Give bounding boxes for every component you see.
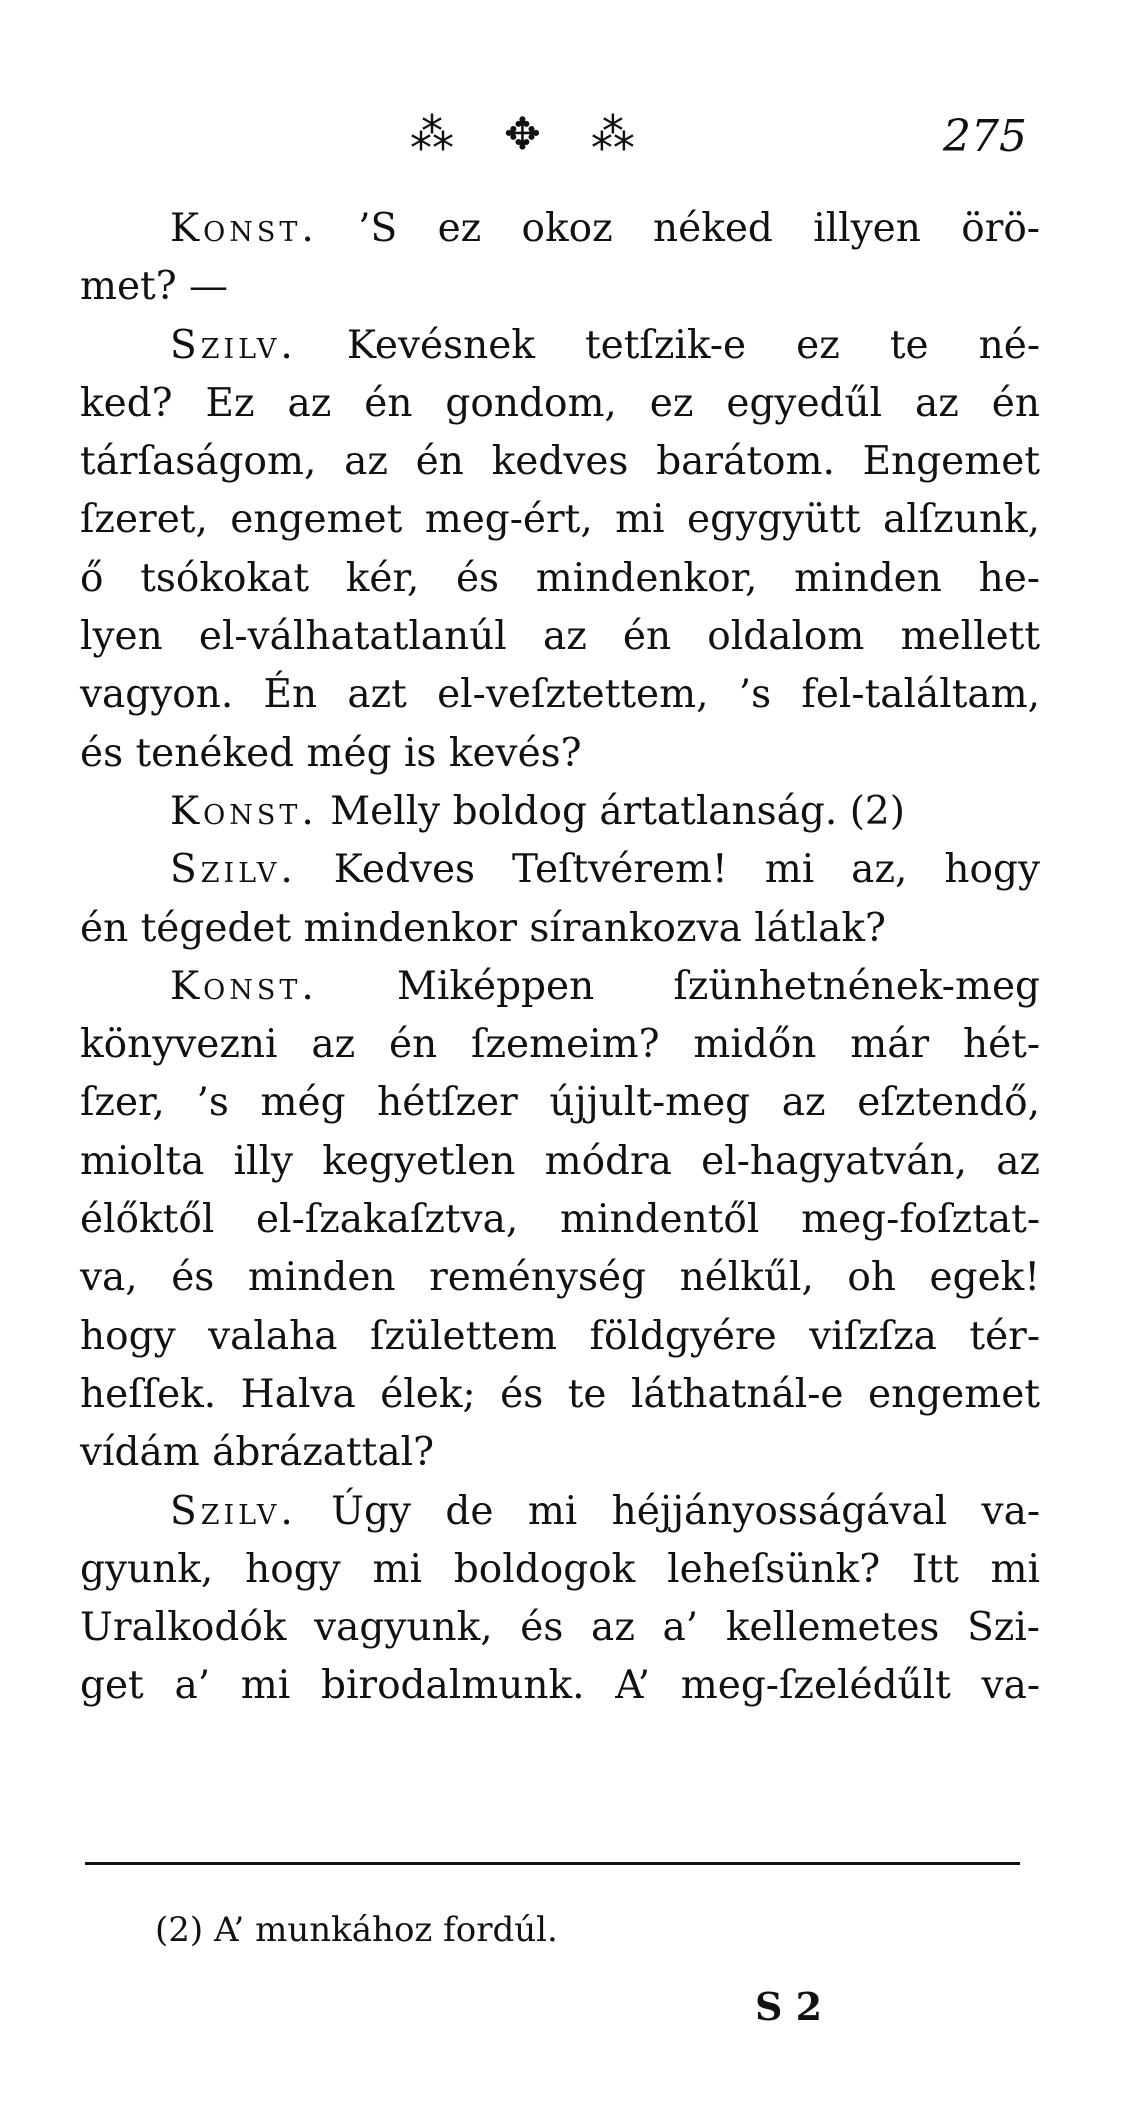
text-line	[80, 1249, 1040, 1307]
footnote-divider	[85, 1862, 1020, 1865]
text-line	[80, 258, 1040, 316]
text-line	[80, 200, 1040, 258]
page-number: 275	[943, 111, 1027, 162]
line-text: Melly boldog ártatlanság. (2)	[330, 788, 905, 834]
header-ornament: ⁂ ✥ ⁂	[410, 109, 653, 160]
line-text: és tenéked még is kevés?	[80, 730, 582, 776]
line-text: Miképpen ſzünhetnének-meg	[396, 963, 1040, 1009]
line-text: Kedves Teſtvérem! mi az, hogy	[333, 847, 1040, 893]
text-line	[80, 1308, 1040, 1366]
line-text: va, és minden reménység nélkűl, oh egek!	[80, 1255, 1040, 1301]
text-line	[80, 783, 1040, 841]
text-line	[80, 1657, 1040, 1715]
line-text: ſzer, ’s még hétſzer újjult-meg az eſztendő,	[80, 1080, 1040, 1126]
line-text: tárſaságom, az én kedves barátom. Engemet	[80, 439, 1040, 485]
speaker-name: Szilv.	[170, 847, 297, 893]
line-text: ő tsókokat kér, és mindenkor, minden he-	[80, 555, 1040, 601]
speaker-name: Konst.	[170, 206, 318, 251]
text-line	[80, 1133, 1040, 1191]
line-text: gyunk, hogy mi boldogok leheſsünk? Itt mi	[80, 1546, 1040, 1592]
line-text: miolta illy kegyetlen módra el-hagyatván, az	[80, 1138, 1040, 1184]
line-text: heſſek. Halva élek; és te láthatnál-e engemet	[80, 1371, 1040, 1417]
text-line	[80, 841, 1040, 899]
text-line	[80, 608, 1040, 666]
line-text: élőktől el-ſzakaſztva, mindentől meg-foſztat-	[80, 1197, 1040, 1243]
line-text: ſzeret, engemet meg-ért, mi egygyütt alſzunk,	[80, 497, 1040, 543]
footnote: (2) A’ munkához fordúl.	[155, 1910, 558, 1950]
text-line	[80, 1599, 1040, 1657]
line-text: Uralkodók vagyunk, és az a’ kellemetes Szi-	[80, 1605, 1040, 1651]
speaker-name: Konst.	[170, 963, 318, 1009]
signature-mark: S 2	[755, 1984, 823, 2029]
text-line	[80, 666, 1040, 724]
line-text: ked? Ez az én gondom, ez egyedűl az én	[80, 380, 1040, 426]
text-line	[80, 1191, 1040, 1249]
text-line	[80, 1016, 1040, 1074]
text-line	[80, 317, 1040, 375]
line-text: Úgy de mi héjjányosságával va-	[331, 1488, 1041, 1534]
speaker-name: Szilv.	[170, 322, 297, 368]
text-line	[80, 958, 1040, 1016]
text-line	[80, 900, 1040, 958]
line-text: met? —	[80, 264, 229, 310]
text-line	[80, 725, 1040, 783]
line-text: get a’ mi birodalmunk. A’ meg-ſzelédűlt va-	[80, 1663, 1040, 1709]
line-text: vagyon. Én azt el-veſztettem, ’s fel-találtam,	[80, 672, 1040, 718]
speaker-name: Szilv.	[170, 1488, 297, 1534]
text-line	[80, 491, 1040, 549]
text-line	[80, 1366, 1040, 1424]
line-text: én tégedet mindenkor sírankozva látlak?	[80, 905, 886, 951]
speaker-name: Konst.	[170, 788, 318, 834]
text-line	[80, 1424, 1040, 1482]
body-text	[80, 200, 1040, 1716]
line-text: könyvezni az én ſzemeim? midőn már hét-	[80, 1022, 1040, 1068]
text-line	[80, 433, 1040, 491]
text-line	[80, 375, 1040, 433]
text-line	[80, 1074, 1040, 1132]
line-text: Kevésnek tetſzik-e ez te né-	[346, 322, 1040, 368]
line-text: vídám ábrázattal?	[80, 1430, 434, 1476]
line-text: hogy valaha ſzülettem földgyére viſzſza tér-	[80, 1313, 1040, 1359]
text-line	[80, 550, 1040, 608]
line-text: lyen el-válhatatlanúl az én oldalom mellett	[80, 614, 1040, 660]
line-text: ’S ez okoz néked illyen örö-	[358, 206, 1040, 251]
text-line	[80, 1541, 1040, 1599]
page-header	[0, 105, 1129, 165]
text-line	[80, 1483, 1040, 1541]
